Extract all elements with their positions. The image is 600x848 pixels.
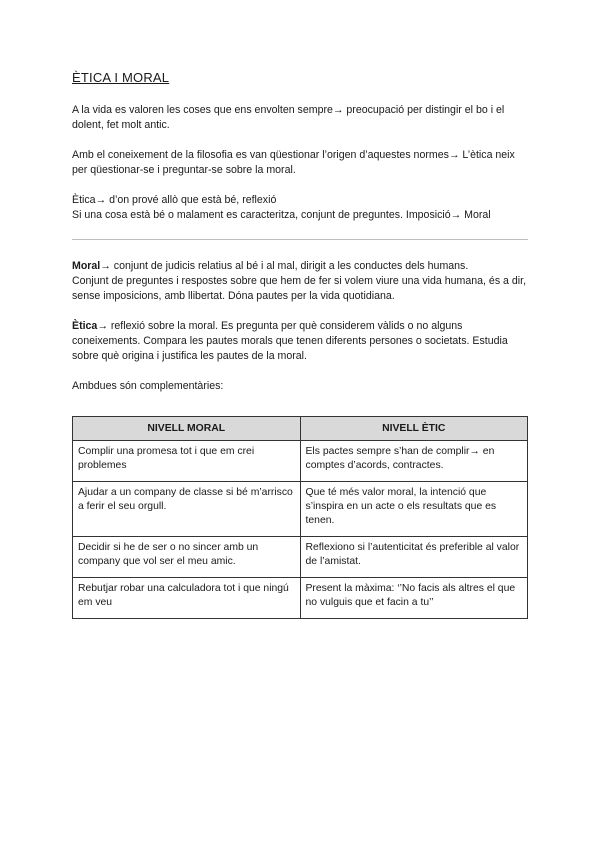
table-cell-ethic: Present la màxima: ‘’No facis als altres el que no vulguis que et facin a tu’’ (300, 578, 528, 619)
moral-detail: Conjunt de preguntes i respostes sobre que hem de fer si volem viure una vida humana, és a dir, sense imposicions, amb llibertat. Dóna pautes per la vida quotidiana. (72, 275, 527, 302)
philosophy-paragraph: Amb el coneixement de la filosofia es van qüestionar l’origen d’aquestes normes→ L’ètica neix per qüestionar-se i preguntar-se sobre la moral. (72, 149, 515, 176)
moral-term: Moral (72, 260, 101, 272)
header-moral-level: NIVELL MORAL (73, 417, 301, 441)
table-cell-ethic: Els pactes sempre s’han de complir→ en comptes d’acords, contractes. (300, 441, 528, 482)
table-row (73, 441, 528, 482)
etica-term: Ètica (72, 320, 98, 332)
table-row (73, 578, 528, 619)
moral-definition-paragraph (72, 259, 528, 304)
table-cell-moral: Decidir si he de ser o no sincer amb un company que vol ser el meu amic. (73, 537, 301, 578)
ethics-note (72, 193, 528, 223)
complementary-note: Ambdues són complementàries: (72, 380, 224, 392)
table-cell-moral: Complir una promesa tot i que em crei problemes (73, 441, 301, 482)
table-row (73, 537, 528, 578)
document-page (72, 70, 528, 619)
table-cell-moral: Rebutjar robar una calculadora tot i que ningú em veu (73, 578, 301, 619)
moral-definition: → conjunt de judicis relatius al bé i al mal, dirigit a les conductes dels humans. (100, 260, 469, 272)
table-cell-ethic: Reflexiono si l’autenticitat és preferible al valor de l’amistat. (300, 537, 528, 578)
page-title: ÈTICA I MORAL (72, 70, 170, 85)
levels-table (72, 416, 528, 619)
etica-definition: → reflexió sobre la moral. Es pregunta per què considerem vàlids o no alguns coneixements. Compara les pautes morals que tenen diferents persones o societats. Estudia sobre què origina i justifica les pautes de la moral. (72, 320, 508, 362)
table-row (73, 482, 528, 537)
ethics-note-line1: Ètica→ d’on prové allò que està bé, reflexió (72, 194, 277, 206)
ethics-note-line2: Si una cosa està bé o malament es caracteritza, conjunt de preguntes. Imposició→ Moral (72, 209, 491, 221)
table-header-row (73, 417, 528, 441)
intro-paragraph: A la vida es valoren les coses que ens envolten sempre→ preocupació per distingir el bo i el dolent, fet molt antic. (72, 104, 505, 131)
header-ethical-level: NIVELL ÈTIC (300, 417, 528, 441)
etica-definition-paragraph (72, 319, 528, 364)
horizontal-divider (72, 239, 528, 240)
table-cell-moral: Ajudar a un company de classe si bé m’arrisco a ferir el seu orgull. (73, 482, 301, 537)
table-cell-ethic: Que té més valor moral, la intenció que s’inspira en un acte o els resultats que es tenen. (300, 482, 528, 537)
